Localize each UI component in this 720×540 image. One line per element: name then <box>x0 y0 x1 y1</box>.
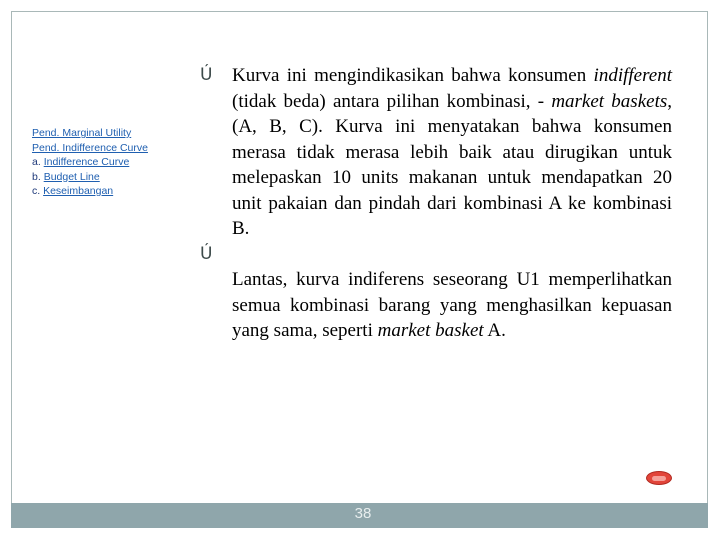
page-number: 38 <box>354 505 372 522</box>
sidebar-item-prefix: b. <box>32 170 44 183</box>
bullet-text-2: Lantas, kurva indiferens seseorang U1 memperlihatkan semua kombinasi barang yang menghasilkan kepuasan yang sama, seperti market basket A. <box>232 269 672 341</box>
sidebar-item-prefix: a. <box>32 156 44 168</box>
sidebar-link-label[interactable]: Pend. Indifference Curve <box>32 141 148 154</box>
sidebar-link-label[interactable]: Pend. Marginal Utility <box>32 127 132 139</box>
sidebar-link-label[interactable]: Keseimbangan <box>43 185 114 197</box>
sidebar-item-marginal-utility[interactable] <box>32 126 182 141</box>
next-slide-button[interactable] <box>646 471 672 485</box>
sidebar-link-label[interactable]: Indifference Curve <box>43 156 130 168</box>
sidebar-item-budget-line[interactable] <box>32 170 182 185</box>
sidebar-item-keseimbangan[interactable] <box>32 184 182 199</box>
slide-content <box>200 63 672 344</box>
sidebar-link-label[interactable]: Budget Line <box>43 170 100 183</box>
bullet-item-1 <box>200 63 672 242</box>
sidebar-item-indifference-curve-approach[interactable] <box>32 141 182 156</box>
bullet-text-1: Kurva ini mengindikasikan bahwa konsumen indifferent (tidak beda) antara pilihan kombinasi, - market baskets, (A, B, C). Kurva ini menyatakan bahwa konsumen merasa tidak merasa lebih baik atau dirugikan untuk melepaskan 10 units makanan untuk mendapatkan 20 unit pakaian dan pindah dari kombinasi A ke kombinasi B. <box>232 65 672 239</box>
sidebar-item-prefix: c. <box>32 185 44 197</box>
button-highlight <box>652 476 666 481</box>
bullet-arrow-icon: Ú <box>200 243 213 264</box>
sidebar-navigation <box>32 126 182 199</box>
bullet-item-2 <box>200 242 672 344</box>
sidebar-item-indifference-curve[interactable] <box>32 155 182 170</box>
bullet-arrow-icon: Ú <box>200 65 213 85</box>
